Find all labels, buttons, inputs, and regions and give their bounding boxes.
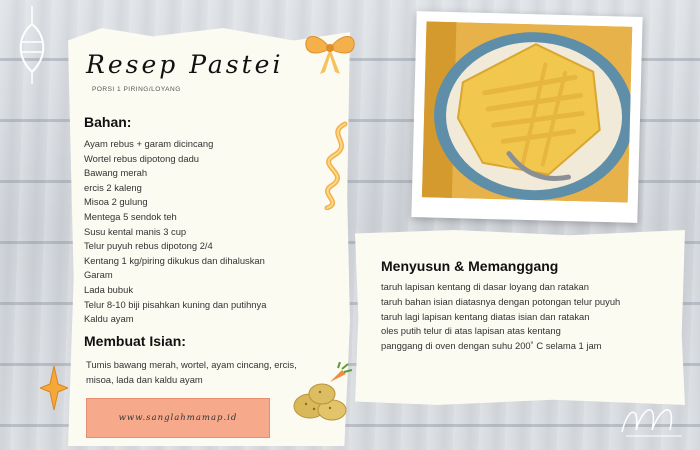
bahan-heading: Bahan: [84,114,132,130]
list-item: Bawang merah [84,167,148,179]
doodle-scribble-icon [618,386,688,440]
list-item: Ayam rebus + garam dicincang [84,138,214,149]
list-item: Kentang 1 kg/piring dikukus dan dihaluskan [84,254,265,266]
ingredient-list [84,137,334,327]
list-item: Wortel rebus dipotong dadu [84,152,200,164]
lantern-icon [8,6,56,86]
list-item: Kaldu ayam [84,313,134,325]
pastei-photo-frame [411,11,642,223]
recipe-title: Resep Pastei [86,50,284,79]
list-item: taruh bahan isian diatasnya dengan potongan telur puyuh [381,295,621,307]
star-sparkle-icon [40,366,68,410]
isian-heading: Membuat Isian: [84,333,186,349]
list-item: Mentega 5 sendok teh [84,210,177,222]
list-item: ercis 2 kaleng [84,181,142,193]
list-item: Garam [84,269,113,281]
website-label: www.sanglahmamap.id [118,413,238,423]
list-item: Telur puyuh rebus dipotong 2/4 [84,240,213,252]
list-item: oles putih telur di atas lapisan atas kentang [381,325,561,337]
list-item: Telur 8-10 biji pisahkan kuning dan putihnya [84,298,267,310]
list-item: Misoa 2 gulung [84,196,148,208]
recipe-subtitle: PORSI 1 PIRING/LOYANG [92,86,181,93]
isian-text: Tumis bawang merah, wortel, ayam cincang, ercis, misoa, lada dan kaldu ayam [86,359,297,385]
potatoes-carrot-icon [290,362,360,424]
list-item: panggang di oven dengan suhu 200˚ C selama 1 jam [381,340,602,352]
ribbon-bow-icon [300,26,360,78]
pastei-photo [422,21,633,202]
list-item: Lada bubuk [84,283,134,295]
step-list [381,280,666,354]
website-banner [86,398,270,438]
list-item: Susu kental manis 3 cup [84,225,187,237]
menyusun-heading: Menyusun & Memanggang [381,258,559,274]
list-item: taruh lagi lapisan kentang diatas isian dan ratakan [381,310,590,322]
list-item: taruh lapisan kentang di dasar loyang dan ratakan [381,281,589,292]
